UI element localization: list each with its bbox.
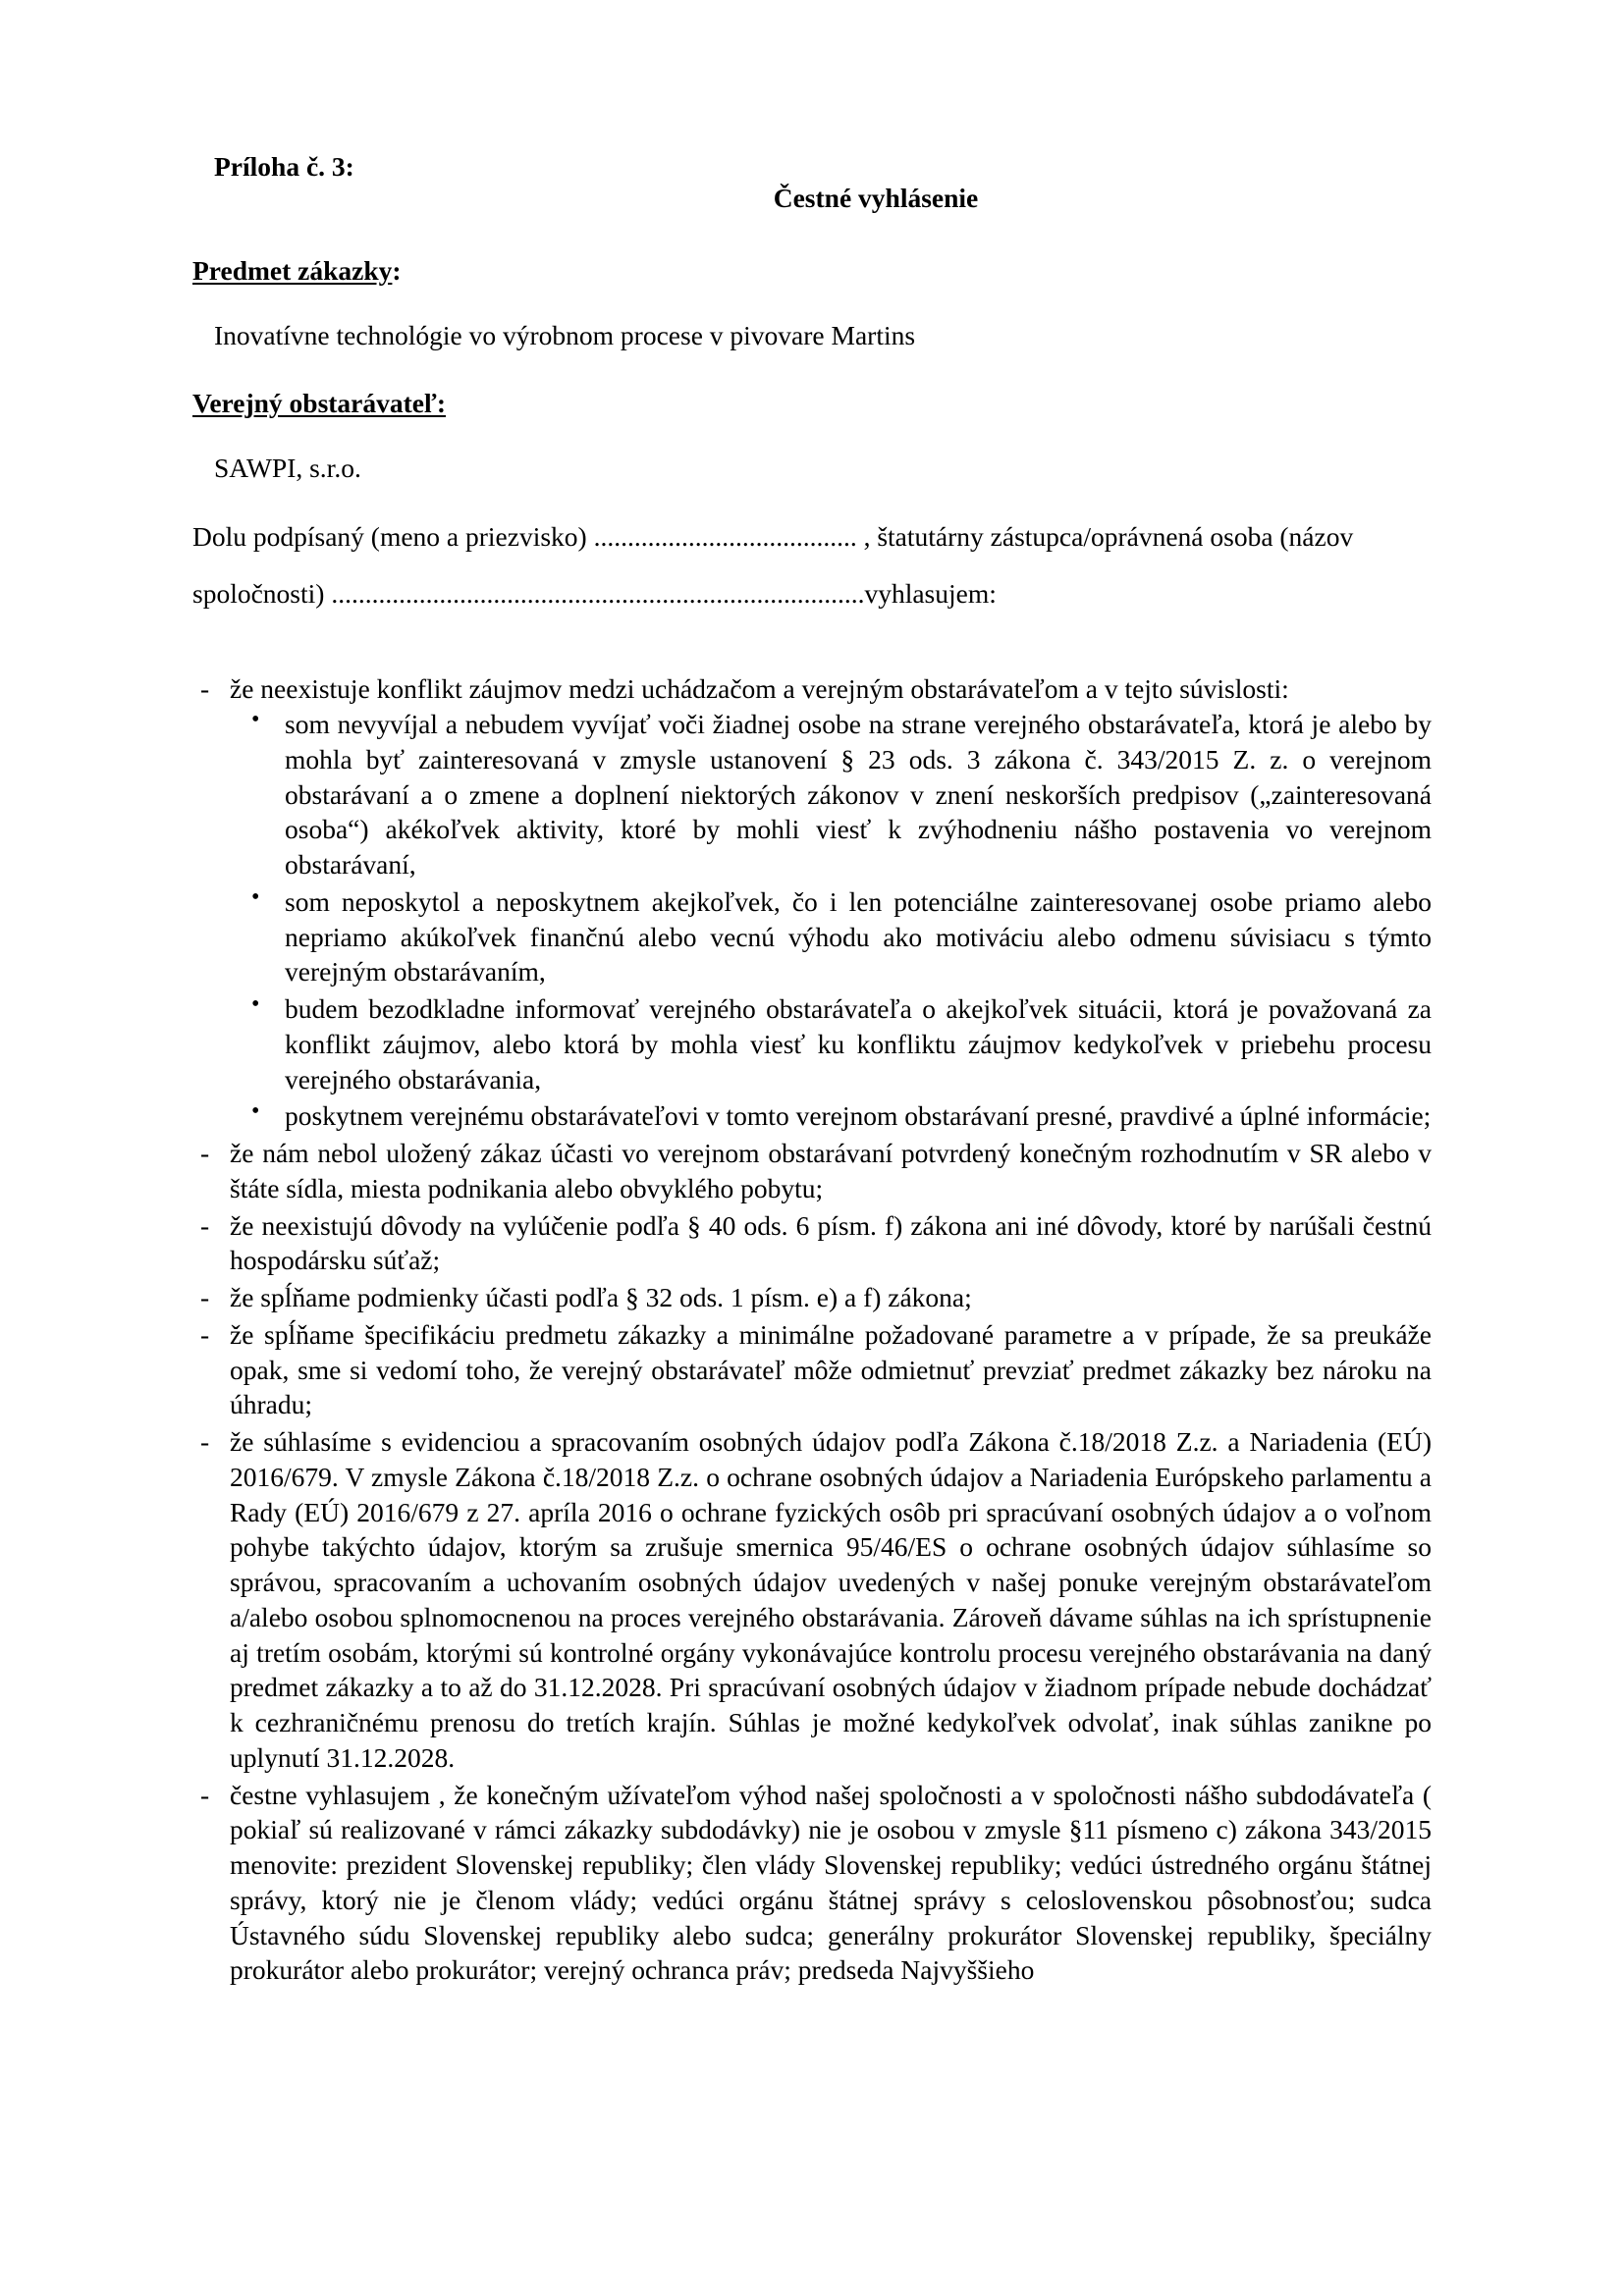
list-item	[192, 1317, 1432, 1422]
list-item	[192, 1424, 1432, 1776]
declaration-intro-line-2: spoločnosti) ...............................................................................vyhlasujem:	[192, 577, 997, 609]
subject-value: Inovatívne technológie vo výrobnom procese v pivovare Martins	[214, 319, 916, 350]
declaration-intro-line-1: Dolu podpísaný (meno a priezvisko) ....................................... , štatutárny zástupca/oprávnená osoba (názov	[192, 520, 1354, 552]
list-item-text: že neexistujú dôvody na vylúčenie podľa § 40 ods. 6 písm. f) zákona ani iné dôvody, ktoré by narúšali čestnú hospodársku súťaž;	[230, 1209, 1432, 1276]
list-item	[192, 1208, 1432, 1279]
page-title: Čestné vyhlásenie	[773, 183, 979, 213]
subject-heading-text: Predmet zákazky	[192, 254, 393, 286]
list-item-text: som neposkytol a neposkytnem akejkoľvek, čo i len potenciálne zainteresovanej osobe priamo alebo nepriamo akúkoľvek finančnú alebo vecnú výhodu ako motiváciu alebo odmenu súvisiacu s týmto verejným obstarávaním,	[285, 885, 1432, 988]
list-item-text: budem bezodkladne informovať verejného obstarávateľa o akejkoľvek situácii, ktorá je považovaná za konflikt záujmov, alebo ktorá by mohla viesť ku konfliktu záujmov kedykoľvek v priebehu procesu verejného obstarávania,	[285, 993, 1432, 1095]
list-item-text: že súhlasíme s evidenciou a spracovaním osobných údajov podľa Zákona č.18/2018 Z.z. a Nariadenia (EÚ) 2016/679. V zmysle Zákona č.18/2018 Z.z. o ochrane osobných údajov a Nariadenia Európskeho parlamentu a Rady (EÚ) 2016/679 z 27. apríla 2016 o ochrane fyzických osôb pri spracúvaní osobných údajov a o voľnom pohybe takýchto údajov, ktorým sa zrušuje smernica 95/46/ES o ochrane osobných údajov súhlasíme so správou, spracovaním a uchovaním osobných údajov uvedených v našej ponuke verejným obstarávateľom a/alebo osobou splnomocnenou na proces verejného obstarávania. Zároveň dávame súhlas na ich sprístupnenie aj tretím osobám, ktorými sú kontrolné orgány vykonávajúce kontrolu procesu verejného obstarávania na daný predmet zákazky a to až do 31.12.2028. Pri spracúvaní osobných údajov v žiadnom prípade nebude dochádzať k cezhraničnému prenosu do tretích krajín. Súhlas je možné kedykoľvek odvolať, inak súhlas zanikne po uplynutí 31.12.2028.	[230, 1426, 1432, 1773]
list-item	[230, 1098, 1432, 1134]
declaration-list	[192, 671, 1432, 1988]
list-item	[230, 884, 1432, 989]
list-item-text: že nám nebol uložený zákaz účasti vo verejnom obstarávaní potvrdený konečným rozhodnutím v SR alebo v štáte sídla, miesta podnikania alebo obvyklého pobytu;	[230, 1138, 1432, 1203]
list-item-text: som nevyvíjal a nebudem vyvíjať voči žiadnej osobe na strane verejného obstarávateľa, ktorá je alebo by mohla byť zainteresovaná v zmysle ustanovení § 23 ods. 3 zákona č. 343/2015 Z. z. o verejnom obstarávaní a o zmene a doplnení niektorých zákonov v znení neskorších predpisov („zainteresovaná osoba“) akékoľvek aktivity, ktoré by mohli viesť k zvýhodneniu nášho postavenia vo verejnom obstarávaní,	[285, 709, 1432, 880]
list-item	[192, 1136, 1432, 1206]
list-item-text: čestne vyhlasujem , že konečným užívateľom výhod našej spoločnosti a v spoločnosti nášho subdodávateľa ( pokiaľ sú realizované v rámci zákazky subdodávky) nie je osobou v zmysle §11 písmeno c) zákona 343/2015 menovite: prezident Slovenskej republiky; člen vlády Slovenskej republiky; vedúci ústredného orgánu štátnej správy, ktorý nie je členom vlády; vedúci orgánu štátnej správy s celoslovenskou pôsobnosťou; sudca Ústavného súdu Slovenskej republiky alebo sudca; generálny prokurátor Slovenskej republiky, špeciálny prokurátor alebo prokurátor; verejný ochranca práv; predseda Najvyššieho	[230, 1779, 1432, 1986]
list-item	[192, 671, 1432, 1134]
subject-heading	[192, 253, 1432, 289]
list-item-text: že spĺňame podmienky účasti podľa § 32 ods. 1 písm. e) a f) zákona;	[230, 1282, 972, 1312]
appendix-label: Príloha č. 3:	[214, 151, 354, 182]
appendix-row	[192, 149, 1432, 183]
spacer	[192, 632, 1432, 671]
list-item-text: že spĺňame špecifikáciu predmetu zákazky a minimálne požadované parametre a v prípade, že sa preukáže opak, sme si vedomí toho, že verejný obstarávateľ môže odmietnuť prevziať predmet zákazky bez nároku na úhradu;	[230, 1318, 1432, 1420]
list-item	[230, 707, 1432, 882]
list-item	[192, 1280, 1432, 1315]
list-item-text: že neexistuje konflikt záujmov medzi uchádzačom a verejným obstarávateľom a v tejto súvislosti:	[230, 673, 1289, 705]
list-item	[230, 991, 1432, 1096]
list-item-text: poskytnem verejnému obstarávateľovi v tomto verejnom obstarávaní presné, pravdivé a úplné informácie;	[285, 1100, 1432, 1132]
sub-list	[230, 707, 1432, 1134]
contracting-authority-heading-text: Verejný obstarávateľ:	[192, 388, 447, 419]
contracting-authority-value: SAWPI, s.r.o.	[214, 453, 361, 483]
contracting-authority-heading	[192, 386, 1432, 421]
subject-heading-colon: :	[392, 254, 402, 286]
list-item	[192, 1778, 1432, 1989]
document-body	[192, 149, 1432, 1988]
